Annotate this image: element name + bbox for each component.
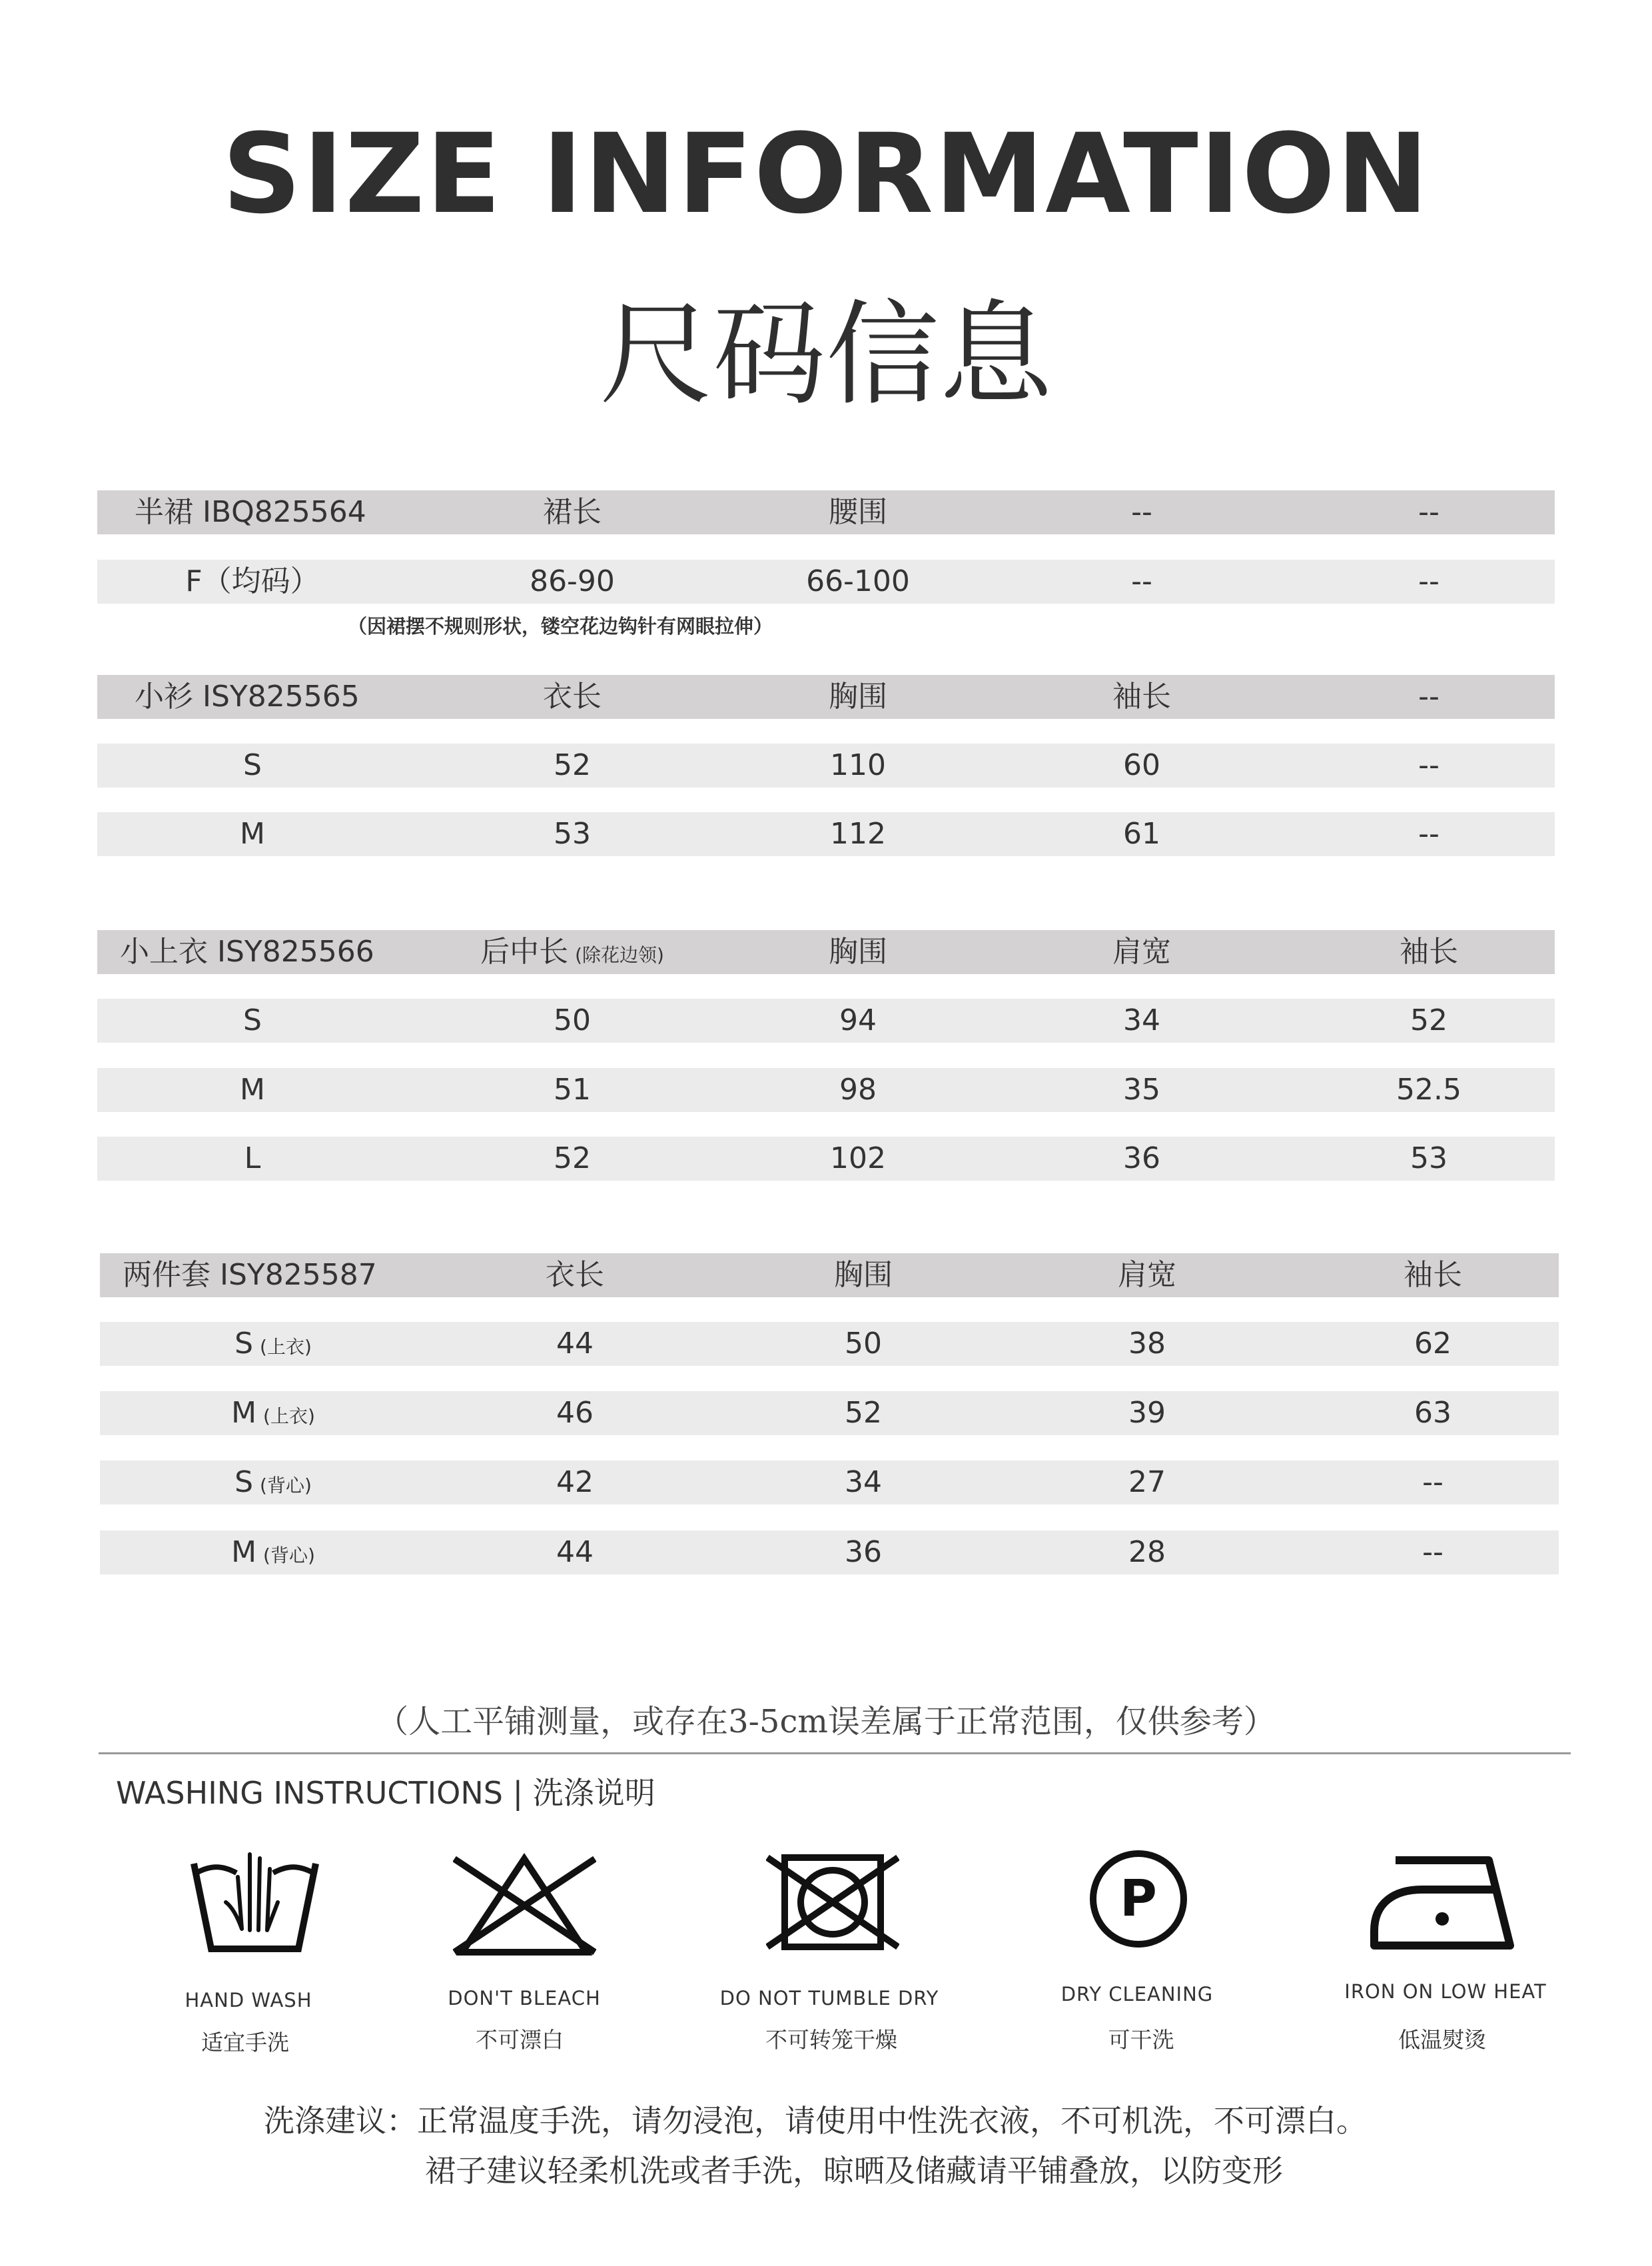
table-cell-size: S bbox=[243, 1003, 262, 1037]
table-cell: 52 bbox=[845, 1396, 882, 1430]
table-header-cell: -- bbox=[1131, 495, 1152, 529]
table-header-cell: 半裙 IBQ825564 bbox=[135, 495, 366, 529]
measurement-disclaimer: （人工平铺测量，或存在3-5cm误差属于正常范围，仅供参考） bbox=[376, 1703, 1276, 1740]
page-title-cn: 尺码信息 bbox=[599, 289, 1052, 421]
table-cell: 50 bbox=[845, 1327, 882, 1361]
washing-advice-line: 裙子建议轻柔机洗或者手洗，晾晒及储藏请平铺叠放，以防变形 bbox=[425, 2153, 1283, 2189]
table-cell-size: M (背心) bbox=[231, 1535, 315, 1569]
wash-label-en: DO NOT TUMBLE DRY bbox=[719, 1987, 939, 2009]
table-header-cell: 胸围 bbox=[834, 1258, 893, 1292]
dry-clean-icon bbox=[1088, 1849, 1188, 1949]
table-cell: 52.5 bbox=[1396, 1073, 1461, 1107]
table-header-cell: 两件套 ISY825587 bbox=[123, 1258, 377, 1292]
table-header-cell: 胸围 bbox=[829, 935, 887, 969]
table-cell-size: F（均码） bbox=[185, 564, 320, 598]
table-cell: 44 bbox=[556, 1535, 594, 1569]
washing-instructions-title: WASHING INSTRUCTIONS | 洗涤说明 bbox=[116, 1775, 655, 1811]
table-cell: -- bbox=[1418, 748, 1440, 782]
table-cell-size: M bbox=[240, 817, 265, 851]
table-cell: 86-90 bbox=[530, 564, 615, 598]
table-cell: 110 bbox=[830, 748, 886, 782]
table-header-cell: 腰围 bbox=[829, 495, 887, 529]
table-header-cell: 肩宽 bbox=[1118, 1258, 1176, 1292]
table-row bbox=[97, 812, 1555, 856]
table-cell: 53 bbox=[554, 817, 591, 851]
table-header-cell: 小上衣 ISY825566 bbox=[120, 935, 374, 969]
table-cell: 44 bbox=[556, 1327, 594, 1361]
table-cell: 39 bbox=[1128, 1396, 1166, 1430]
no-bleach-icon bbox=[453, 1852, 596, 1959]
table-header-cell: 衣长 bbox=[543, 680, 602, 714]
table-cell: 27 bbox=[1128, 1465, 1166, 1499]
table-cell: 52 bbox=[1410, 1003, 1447, 1037]
table-cell-size: L bbox=[244, 1141, 261, 1175]
wash-label-en: IRON ON LOW HEAT bbox=[1344, 1980, 1547, 2003]
table-cell: 66-100 bbox=[806, 564, 910, 598]
dry-clean-symbol: P bbox=[1120, 1868, 1157, 1928]
table-cell: 46 bbox=[556, 1396, 594, 1430]
table-cell: 34 bbox=[845, 1465, 882, 1499]
table-cell: 28 bbox=[1128, 1535, 1166, 1569]
table-row bbox=[100, 1530, 1559, 1574]
no-tumble-dry-icon bbox=[766, 1852, 899, 1952]
table-row bbox=[97, 1137, 1555, 1181]
table-row bbox=[100, 1322, 1559, 1366]
washing-advice-line: 洗涤建议：正常温度手洗，请勿浸泡，请使用中性洗衣液，不可机洗，不可漂白。 bbox=[264, 2103, 1367, 2139]
table-header-cell: 肩宽 bbox=[1112, 935, 1171, 969]
wash-label-cn: 适宜手洗 bbox=[201, 2029, 289, 2055]
skirt-measurement-note: （因裙摆不规则形状，镂空花边钩针有网眼拉伸） bbox=[348, 615, 773, 638]
table-cell: -- bbox=[1131, 564, 1152, 598]
table-header-skirt bbox=[97, 490, 1555, 534]
table-cell: 62 bbox=[1414, 1327, 1451, 1361]
table-header-cell: 袖长 bbox=[1112, 680, 1171, 714]
table-cell: 94 bbox=[839, 1003, 877, 1037]
table-header-cell: -- bbox=[1418, 680, 1440, 714]
table-cell: 36 bbox=[845, 1535, 882, 1569]
table-header-cell: -- bbox=[1418, 495, 1440, 529]
table-cell: 51 bbox=[554, 1073, 591, 1107]
table-row bbox=[97, 744, 1555, 788]
wash-label-cn: 不可转笼干燥 bbox=[765, 2027, 897, 2053]
wash-label-cn: 不可漂白 bbox=[476, 2027, 564, 2053]
table-row bbox=[100, 1391, 1559, 1435]
table-cell: 52 bbox=[554, 1141, 591, 1175]
table-cell: 102 bbox=[830, 1141, 886, 1175]
table-cell: 53 bbox=[1410, 1141, 1447, 1175]
table-cell: 38 bbox=[1128, 1327, 1166, 1361]
table-cell: 60 bbox=[1123, 748, 1160, 782]
table-cell-size: S (上衣) bbox=[234, 1327, 312, 1361]
table-header-cell: 小衫 ISY825565 bbox=[135, 680, 360, 714]
table-header-two-piece bbox=[100, 1253, 1559, 1297]
section-divider bbox=[99, 1752, 1571, 1754]
table-header-small-top bbox=[97, 930, 1555, 974]
wash-label-en: HAND WASH bbox=[185, 1989, 312, 2011]
table-cell: -- bbox=[1418, 817, 1440, 851]
table-row bbox=[97, 1068, 1555, 1112]
table-cell-size: S (背心) bbox=[234, 1465, 312, 1499]
table-cell: -- bbox=[1422, 1535, 1444, 1569]
table-cell: 35 bbox=[1123, 1073, 1160, 1107]
table-header-cell-with-sub: 后中长 (除花边领) bbox=[480, 935, 664, 969]
table-cell-size: M bbox=[240, 1073, 265, 1107]
table-cell: 36 bbox=[1123, 1141, 1160, 1175]
table-cell-size: M (上衣) bbox=[231, 1396, 315, 1430]
wash-label-cn: 低温熨烫 bbox=[1398, 2027, 1486, 2053]
table-cell: 52 bbox=[554, 748, 591, 782]
table-cell: -- bbox=[1418, 564, 1440, 598]
table-cell: 112 bbox=[830, 817, 886, 851]
table-header-cell: 裙长 bbox=[543, 495, 602, 529]
page-title-en: SIZE INFORMATION bbox=[222, 110, 1430, 238]
table-cell: 50 bbox=[554, 1003, 591, 1037]
iron-low-icon bbox=[1369, 1852, 1515, 1952]
table-cell: 34 bbox=[1123, 1003, 1160, 1037]
table-header-cell: 胸围 bbox=[829, 680, 887, 714]
table-row bbox=[100, 1460, 1559, 1504]
table-cell: -- bbox=[1422, 1465, 1444, 1499]
table-header-cell: 袖长 bbox=[1404, 1258, 1462, 1292]
table-cell: 61 bbox=[1123, 817, 1160, 851]
table-cell: 42 bbox=[556, 1465, 594, 1499]
table-cell: 63 bbox=[1414, 1396, 1451, 1430]
wash-label-en: DON'T BLEACH bbox=[448, 1987, 601, 2009]
table-cell: 98 bbox=[839, 1073, 877, 1107]
table-header-cell: 衣长 bbox=[546, 1258, 604, 1292]
table-row bbox=[97, 999, 1555, 1043]
table-header-blouse bbox=[97, 675, 1555, 719]
wash-label-en: DRY CLEANING bbox=[1060, 1983, 1214, 2005]
hand-wash-icon bbox=[190, 1849, 320, 1956]
table-cell-size: S bbox=[243, 748, 262, 782]
table-row bbox=[97, 560, 1555, 604]
wash-label-cn: 可干洗 bbox=[1108, 2027, 1174, 2053]
table-header-cell: 袖长 bbox=[1400, 935, 1458, 969]
